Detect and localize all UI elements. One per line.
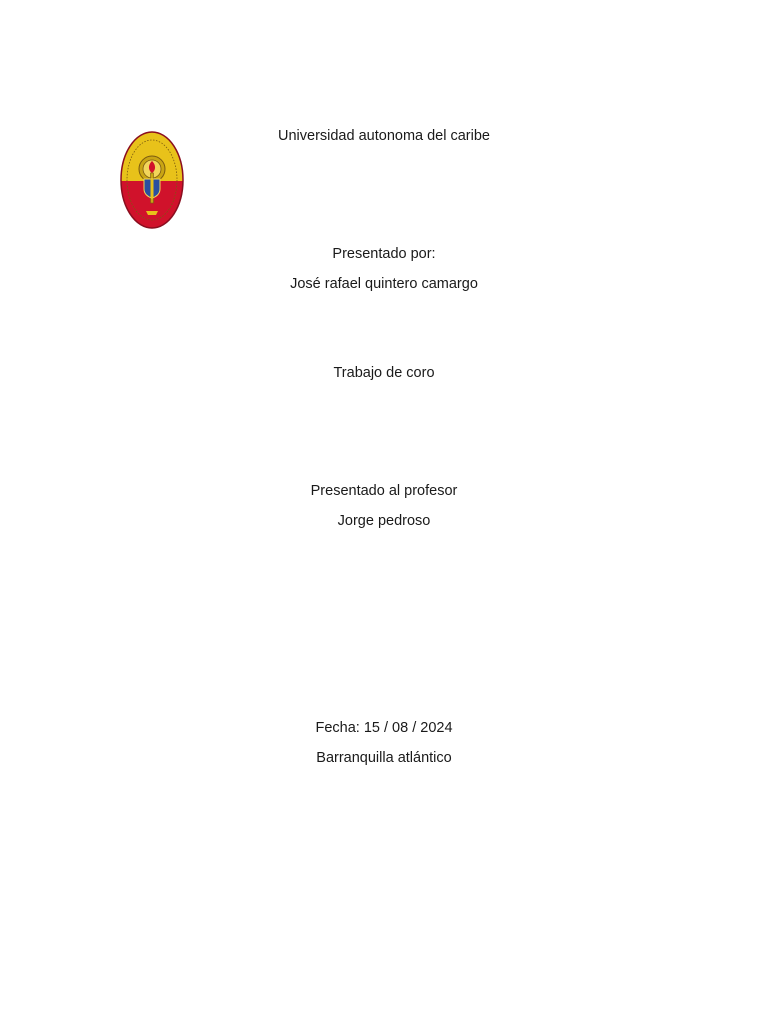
location-line: Barranquilla atlántico bbox=[316, 750, 452, 766]
presented-to-label: Presentado al profesor bbox=[310, 483, 458, 499]
university-name: Universidad autonoma del caribe bbox=[278, 128, 490, 144]
date-line: Fecha: 15 / 08 / 2024 bbox=[315, 720, 453, 736]
university-seal-icon bbox=[120, 131, 184, 229]
professor-name: Jorge pedroso bbox=[337, 513, 431, 529]
document-title: Trabajo de coro bbox=[333, 365, 435, 381]
presented-by-label: Presentado por: bbox=[332, 246, 436, 262]
author-name: José rafael quintero camargo bbox=[290, 276, 478, 292]
